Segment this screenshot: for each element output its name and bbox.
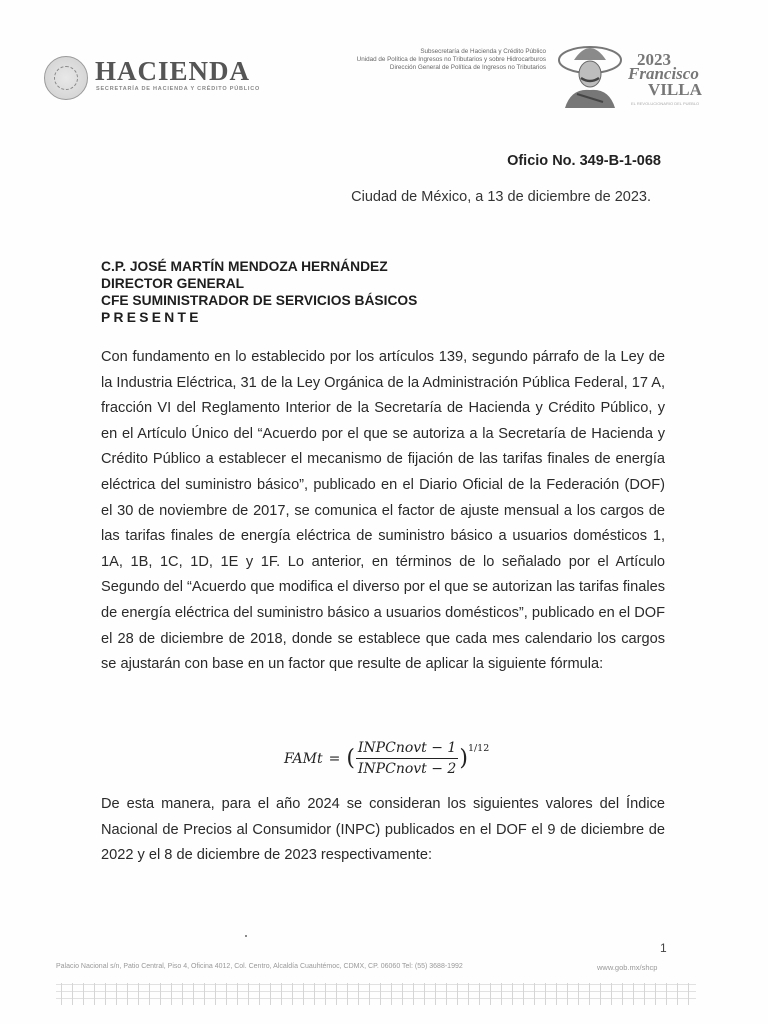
dept-line: Dirección General de Política de Ingresos no Tributarios xyxy=(389,64,546,71)
department-heading xyxy=(357,48,546,72)
paragraph-legal-basis: Con fundamento en lo establecido por los artículos 139, segundo párrafo de la Ley de la Industria Eléctrica, 31 de la Ley Orgánica de la Administración Pública Federal, 17 A, fracción VI del Reglamento Interior de la Secretaría de Hacienda y Crédito Público, y en el Artículo Único del “Acuerdo por el que se autoriza a la Secretaría de Hacienda y Crédito Público a establecer el mecanismo de fijación de las tarifas finales de energía eléctrica del suministro básico”, publicado en el Diario Oficial de la Federación (DOF) el 30 de noviembre de 2017, se comunica el factor de ajuste mensual a los cargos de las tarifas finales de energía eléctrica de suministro básico a usuarios domésticos 1, 1A, 1B, 1C, 1D, 1E y 1F. Lo anterior, en términos de lo señalado por el Artículo Segundo del “Acuerdo que modifica el diverso por el que se autorizan las tarifas finales de energía eléctrica del suministro básico a usuarios domésticos”, publicado en el DOF el 28 de diciembre de 2018, donde se establece que cada mes calendario los cargos se ajustarán con base en un factor que resulte de aplicar la siguiente fórmula: xyxy=(101,349,665,673)
oficio-number: Oficio No. 349-B-1-068 xyxy=(507,153,661,169)
page-number: 1 xyxy=(660,941,667,955)
famt-formula xyxy=(284,740,489,777)
francisco-text: Francisco xyxy=(628,64,699,83)
scan-speck xyxy=(245,935,247,937)
hacienda-logo-subtitle: SECRETARÍA DE HACIENDA Y CRÉDITO PÚBLICO xyxy=(96,86,261,92)
recipient-name: C.P. JOSÉ MARTÍN MENDOZA HERNÁNDEZ xyxy=(101,259,388,274)
year-2023: 2023 xyxy=(637,50,671,69)
formula-exponent: 1/12 xyxy=(467,743,490,754)
formula-close-paren: ) xyxy=(459,746,468,771)
villa-subtitle: EL REVOLUCIONARIO DEL PUEBLO xyxy=(631,101,700,106)
presente-line: PRESENTE xyxy=(101,310,202,325)
recipient-title: DIRECTOR GENERAL xyxy=(101,276,245,291)
decorative-border-strip xyxy=(56,983,696,1005)
footer-address: Palacio Nacional s/n, Patio Central, Piso 4, Oficina 4012, Col. Centro, Alcaldía Cuauhtémoc, CDMX, CP. 06060 Tel: (55) 3688-1992 xyxy=(56,963,463,970)
villa-text: VILLA xyxy=(648,80,702,99)
francisco-villa-portrait-icon xyxy=(557,38,623,108)
paragraph-inpc-values: De esta manera, para el año 2024 se consideran los siguientes valores del Índice Nacional de Precios al Consumidor (INPC) publicados en el DOF el 9 de diciembre de 2022 y el 8 de diciembre de 2023 respectivamente: xyxy=(101,796,665,864)
footer-website-link[interactable]: www.gob.mx/shcp xyxy=(597,963,658,972)
hacienda-logo-text: HACIENDA xyxy=(95,56,251,86)
formula-equals: = xyxy=(328,750,341,767)
formula-open-paren: ( xyxy=(346,746,355,771)
formula-denominator: INPCnovt − 2 xyxy=(357,761,457,777)
formula-numerator: INPCnovt − 1 xyxy=(356,740,458,759)
formula-fraction xyxy=(356,740,458,777)
mexico-coat-of-arms-seal xyxy=(44,56,88,100)
letter-date: Ciudad de México, a 13 de diciembre de 2023. xyxy=(351,189,651,205)
formula-lhs: FAMt xyxy=(284,750,323,767)
dept-line: Unidad de Política de Ingresos no Tributarios y sobre Hidrocarburos xyxy=(356,56,546,63)
dept-line: Subsecretaría de Hacienda y Crédito Público xyxy=(420,48,546,55)
recipient-organization: CFE SUMINISTRADOR DE SERVICIOS BÁSICOS xyxy=(101,293,418,308)
